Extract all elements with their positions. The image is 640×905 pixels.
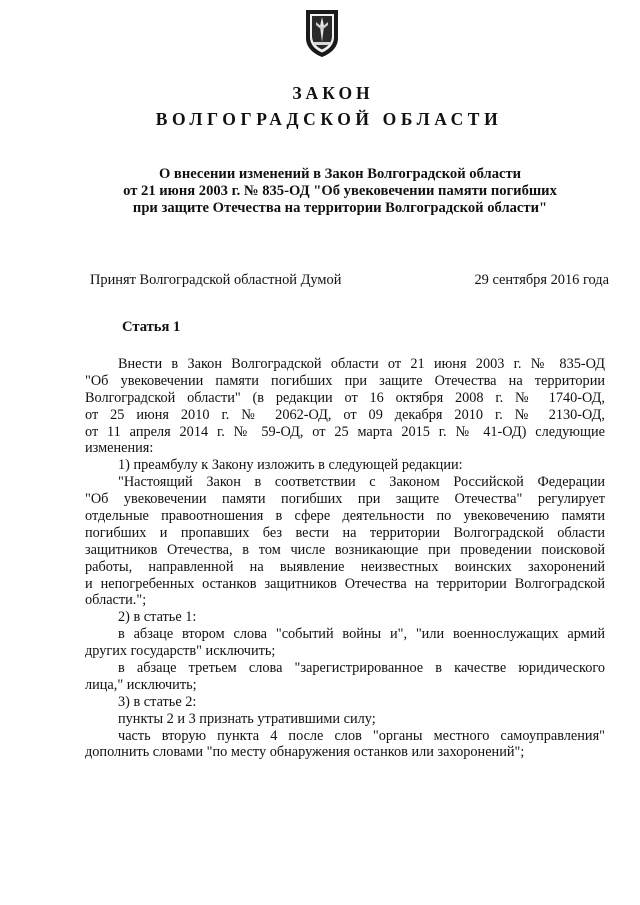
article-text-line: защитников Отечества, в том числе возникающие при проведении поисковой xyxy=(85,541,605,558)
article-body xyxy=(85,356,605,761)
subtitle-line: от 21 июня 2003 г. № 835-ОД "Об увековечении памяти погибших xyxy=(123,183,557,199)
article-text-line: работы, направленной на выявление неизвестных воинских захоронений xyxy=(85,558,605,575)
article-text-line: пункты 2 и 3 признать утратившими силу; xyxy=(118,710,376,727)
subtitle-line: О внесении изменений в Закон Волгоградской области xyxy=(158,166,522,182)
article-text-line: изменения: xyxy=(85,440,154,457)
article-text-line: и непогребенных останков защитников Отечества на территории Волгоградской xyxy=(85,575,605,592)
article-text-line: Внести в Закон Волгоградской области от 21 июня 2003 г. № 835-ОД xyxy=(118,356,605,372)
article-text-line: Волгоградской области" (в редакции от 16 октября 2008 г. № 1740-ОД, xyxy=(85,389,605,406)
title-line-law: ЗАКОН xyxy=(292,83,374,103)
adoption-date: 29 сентября 2016 года xyxy=(474,272,609,288)
article-text-line: от 25 июня 2010 г. № 2062-ОД, от 09 декабря 2010 г. № 2130-ОД, xyxy=(85,406,605,423)
article-text-line: "Об увековечении памяти погибших при защите Отечества на территории xyxy=(85,372,605,389)
article-text-line: лица," исключить; xyxy=(85,676,197,693)
article-text-line: в абзаце втором слова "событий войны и", "или военнослужащих армий xyxy=(118,626,605,643)
article-text-line: 3) в статье 2: xyxy=(118,693,197,710)
article-text-line: часть вторую пункта 4 после слов "органы местного самоуправления" xyxy=(118,727,605,744)
volgograd-coat-of-arms-icon xyxy=(302,8,342,58)
article-text-line: области."; xyxy=(85,592,147,609)
title-line-region: ВОЛГОГРАДСКОЙ ОБЛАСТИ xyxy=(155,109,503,129)
article-text-line: "Об увековечении памяти погибших при защите Отечества" регулирует xyxy=(85,491,605,508)
article-text-line: отдельные правоотношения в сфере деятельности по увековечению памяти xyxy=(85,508,605,525)
article-text-line: в абзаце третьем слова "зарегистрированное в качестве юридического xyxy=(118,660,605,677)
law-subtitle xyxy=(90,166,590,217)
article-text-line: других государств" исключить; xyxy=(85,643,276,660)
article-text-line: 2) в статье 1: xyxy=(118,609,197,626)
law-title xyxy=(0,80,640,132)
article-text-line: "Настоящий Закон в соответствии с Законом Российской Федерации xyxy=(118,474,605,491)
article-text-line: от 11 апреля 2014 г. № 59-ОД, от 25 марта 2015 г. № 41-ОД) следующие xyxy=(85,423,605,440)
adopted-by-label: Принят Волгоградской областной Думой xyxy=(90,272,342,288)
subtitle-line: при защите Отечества на территории Волгоградской области" xyxy=(132,200,548,216)
article-text-line: погибших и пропавших без вести на территории Волгоградской области xyxy=(85,524,605,541)
article-text-line: дополнить словами "по месту обнаружения останков или захоронений"; xyxy=(85,744,525,761)
article-heading: Статья 1 xyxy=(122,319,181,335)
article-text-line: 1) преамбулу к Закону изложить в следующей редакции: xyxy=(118,457,463,474)
